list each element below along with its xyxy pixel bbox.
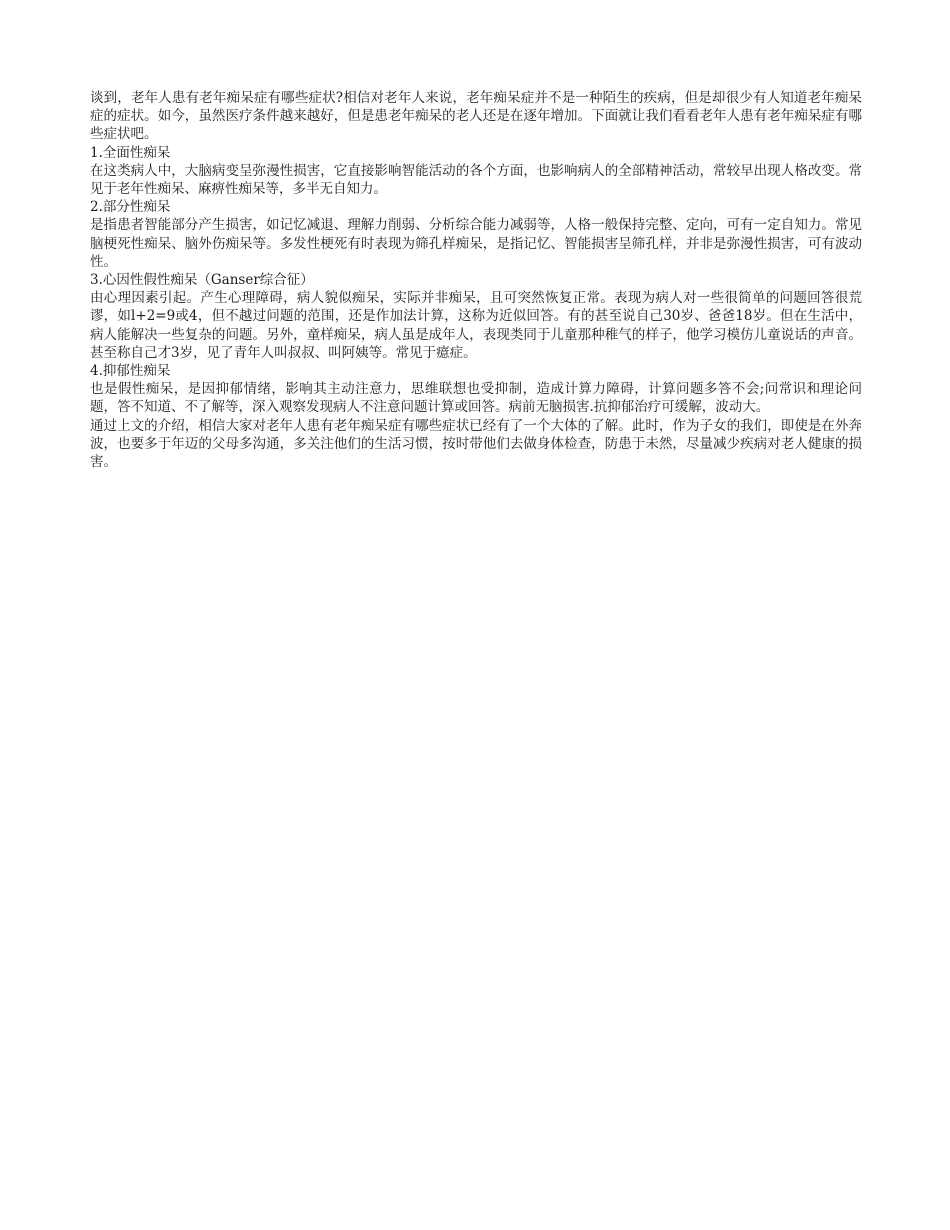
conclusion-paragraph: 通过上文的介绍，相信大家对老年人患有老年痴呆症有哪些症状已经有了一个大体的了解。此时，作为子女的我们，即使是在外奔波，也要多于年迈的父母多沟通，多关注他们的生活习惯，按时带他们去做身体检查，防患于未然，尽量减少疾病对老人健康的损害。 <box>90 417 862 471</box>
section-body-1: 在这类病人中，大脑病变呈弥漫性损害，它直接影响智能活动的各个方面，也影响病人的全部精神活动，常较早出现人格改变。常见于老年性痴呆、麻痹性痴呆等，多半无自知力。 <box>90 162 862 198</box>
section-heading-1: 1.全面性痴呆 <box>90 144 171 161</box>
section-heading-2: 2.部分性痴呆 <box>90 199 171 216</box>
intro-paragraph: 谈到，老年人患有老年痴呆症有哪些症状?相信对老年人来说，老年痴呆症并不是一种陌生的疾病，但是却很少有人知道老年痴呆症的症状。如今，虽然医疗条件越来越好，但是患老年痴呆的老人还是在逐年增加。下面就让我们看看老年人患有老年痴呆症有哪些症状吧。 <box>90 90 862 143</box>
section-heading-3: 3.心因性假性痴呆（Ganser综合征） <box>90 272 314 289</box>
section-body-2: 是指患者智能部分产生损害，如记忆减退、理解力削弱、分析综合能力减弱等，人格一般保持完整、定向，可有一定自知力。常见脑梗死性痴呆、脑外伤痴呆等。多发性梗死有时表现为筛孔样痴呆，是指记忆、智能损害呈筛孔样，并非是弥漫性损害，可有波动性。 <box>90 217 862 270</box>
document-body <box>90 89 862 471</box>
section-body-3: 由心理因素引起。产生心理障碍，病人貌似痴呆，实际并非痴呆，且可突然恢复正常。表现为病人对一些很简单的问题回答很荒谬，如l+2=9或4，但不越过问题的范围，还是作加法计算，这称为近似回答。有的甚至说自己30岁、爸爸18岁。但在生活中，病人能解决一些复杂的问题。另外，童样痴呆，病人虽是成年人，表现类同于儿童那种稚气的样子，他学习模仿儿童说话的声音。甚至称自己才3岁，见了青年人叫叔叔、叫阿姨等。常见于癔症。 <box>90 290 862 361</box>
section-heading-4: 4.抑郁性痴呆 <box>90 363 171 380</box>
section-body-4: 也是假性痴呆，是因抑郁情绪，影响其主动注意力，思维联想也受抑制，造成计算力障碍，计算问题多答不会;问常识和理论问题，答不知道、不了解等，深入观察发现病人不注意问题计算或回答。病前无脑损害.抗抑郁治疗可缓解，波动大。 <box>90 381 862 416</box>
